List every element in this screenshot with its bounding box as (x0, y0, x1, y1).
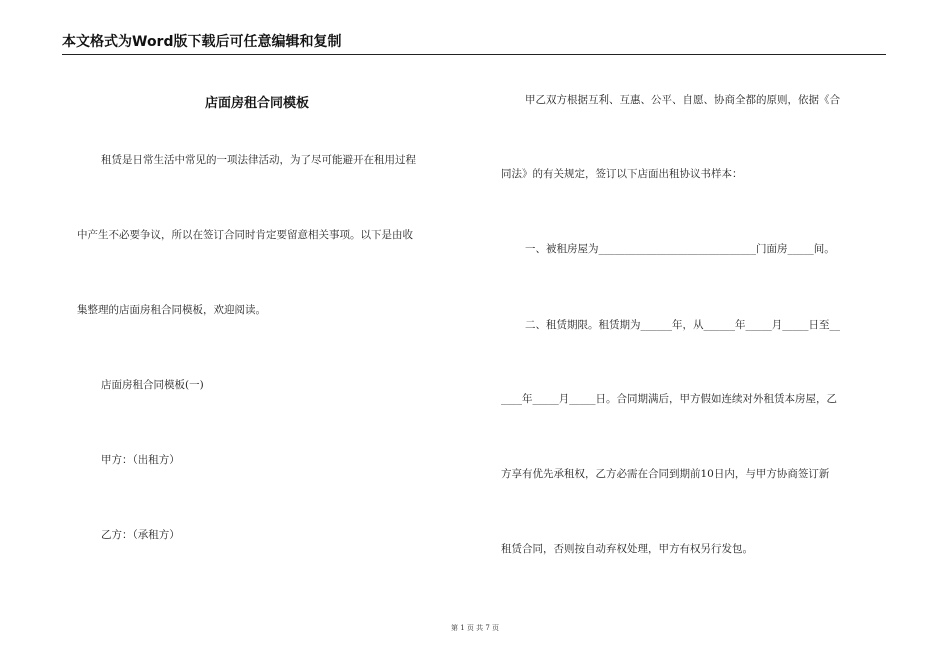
left-paragraph-line-1: 租赁是日常生活中常见的一项法律活动，为了尽可能避开在租用过程 (101, 154, 416, 166)
clause-2-line-4: 租赁合同，否则按自动弃权处理，甲方有权另行发包。 (501, 543, 753, 555)
page-header: 本文格式为Word版下载后可任意编辑和复制 (62, 32, 886, 55)
left-paragraph-line-2: 中产生不必要争议，所以在签订合同时肯定要留意相关事项。以下是由收 (77, 229, 413, 241)
clause-1-line: 一、被租房屋为______________________________门面房_____间。 (525, 243, 835, 255)
left-paragraph-line-3: 集整理的店面房租合同模板，欢迎阅读。 (77, 304, 266, 316)
template-heading: 店面房租合同模板(一) (101, 379, 204, 391)
page-number: 第 1 页 共 7 页 (450, 624, 500, 632)
clause-2-line-3: 方享有优先承租权，乙方必需在合同到期前10日内，与甲方协商签订新 (501, 468, 830, 480)
document-title: 店面房租合同模板 (205, 96, 310, 111)
party-a-line: 甲方：（出租方） (101, 454, 180, 466)
party-b-line: 乙方：（承租方） (101, 529, 180, 541)
clause-2-line-2: ____年_____月_____日。合同期满后，甲方假如连续对外租赁本房屋，乙 (501, 393, 837, 405)
right-paragraph-line-2: 同法》的有关规定，签订以下店面出租协议书样本： (501, 168, 743, 180)
clause-2-line-1: 二、租赁期限。租赁期为______年，从______年_____月_____日至__ (525, 319, 840, 331)
right-paragraph-line-1: 甲乙双方根据互利、互惠、公平、自愿、协商全都的原则，依据《合 (525, 94, 840, 106)
